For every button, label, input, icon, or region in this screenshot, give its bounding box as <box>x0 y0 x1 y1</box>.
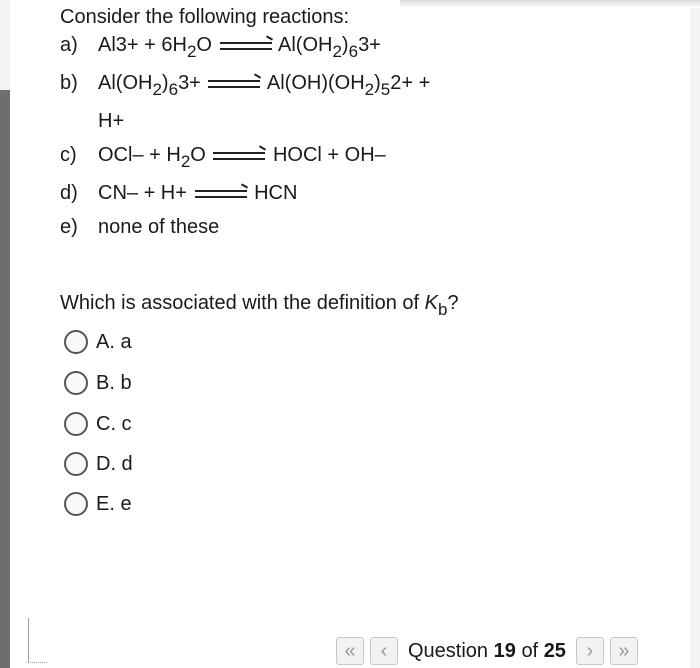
equilibrium-arrow-icon <box>220 36 272 56</box>
reaction-e <box>60 216 219 239</box>
reaction-lhs-part: ) <box>161 72 169 94</box>
of-word: of <box>521 639 539 662</box>
reaction-text: none of these <box>98 216 220 238</box>
subscript: 2 <box>180 152 191 171</box>
reaction-label: b) <box>60 72 78 94</box>
option-d[interactable] <box>64 452 133 476</box>
option-e[interactable] <box>64 492 132 516</box>
radio-button[interactable] <box>64 371 88 395</box>
subscript: 2 <box>152 80 162 99</box>
equilibrium-arrow-icon <box>208 74 260 94</box>
reaction-lhs: OCl– + H <box>98 144 181 166</box>
option-label: A. a <box>96 330 132 353</box>
subscript: 5 <box>380 80 391 99</box>
reaction-lhs: CN– + H+ <box>98 182 187 204</box>
radio-button[interactable] <box>64 330 88 354</box>
option-c[interactable] <box>64 412 132 436</box>
total-questions: 25 <box>543 639 566 662</box>
question-counter <box>408 640 566 663</box>
k-symbol: K <box>424 292 438 314</box>
corner-mark <box>28 618 47 663</box>
subscript: 6 <box>348 42 359 61</box>
reaction-b <box>60 72 431 99</box>
question-word: Question <box>408 639 489 662</box>
option-a[interactable] <box>64 330 132 354</box>
reaction-label: a) <box>60 34 78 56</box>
reaction-lhs-tail: O <box>190 144 206 166</box>
reaction-rhs-charge: 2+ + <box>390 72 431 94</box>
option-b[interactable] <box>64 371 132 395</box>
question-prompt <box>60 292 459 319</box>
reaction-lhs-tail: O <box>196 34 212 56</box>
reaction-rhs-part: ) <box>341 34 349 56</box>
reaction-label: c) <box>60 144 77 166</box>
subscript: 2 <box>364 80 375 99</box>
radio-button[interactable] <box>64 492 88 516</box>
reaction-c <box>60 144 386 171</box>
double-chevron-right-icon[interactable]: » <box>610 637 638 665</box>
reaction-rhs-charge: 3+ <box>358 34 381 56</box>
k-subscript: b <box>437 300 448 319</box>
reaction-d <box>60 182 297 205</box>
chevron-right-icon[interactable]: › <box>576 637 604 665</box>
reaction-lhs: Al3+ + 6H <box>98 34 187 56</box>
equilibrium-arrow-icon <box>213 146 265 166</box>
radio-button[interactable] <box>64 452 88 476</box>
reaction-b-continuation: H+ <box>98 110 125 132</box>
reaction-label: d) <box>60 182 78 204</box>
current-question: 19 <box>493 639 516 662</box>
question-heading: Consider the following reactions: <box>60 6 350 28</box>
question-text: Which is associated with the definition of <box>60 292 425 314</box>
option-label: D. d <box>96 452 133 475</box>
option-label: C. c <box>96 412 132 435</box>
reaction-rhs: Al(OH)(OH <box>266 72 365 94</box>
option-label: E. e <box>96 492 132 515</box>
reaction-rhs: HCN <box>254 182 298 204</box>
reaction-a <box>60 34 381 61</box>
chevron-left-icon[interactable]: ‹ <box>370 637 398 665</box>
reaction-rhs: HOCl + OH– <box>272 144 386 166</box>
subscript: 2 <box>332 42 342 61</box>
double-chevron-left-icon[interactable]: « <box>336 637 364 665</box>
subscript: 2 <box>186 42 197 61</box>
option-label: B. b <box>96 371 132 394</box>
radio-button[interactable] <box>64 412 88 436</box>
reaction-rhs: Al(OH <box>278 34 333 56</box>
top-shadow <box>400 0 700 8</box>
question-mark: ? <box>447 292 459 314</box>
subscript: 6 <box>168 80 179 99</box>
question-navigation <box>336 635 644 667</box>
reaction-label: e) <box>60 216 78 238</box>
reaction-lhs-charge: 3+ <box>178 72 201 94</box>
equilibrium-arrow-icon <box>195 184 247 204</box>
reaction-lhs: Al(OH <box>98 72 153 94</box>
left-scroll-bar <box>0 90 10 668</box>
reaction-rhs-part: ) <box>374 72 381 94</box>
